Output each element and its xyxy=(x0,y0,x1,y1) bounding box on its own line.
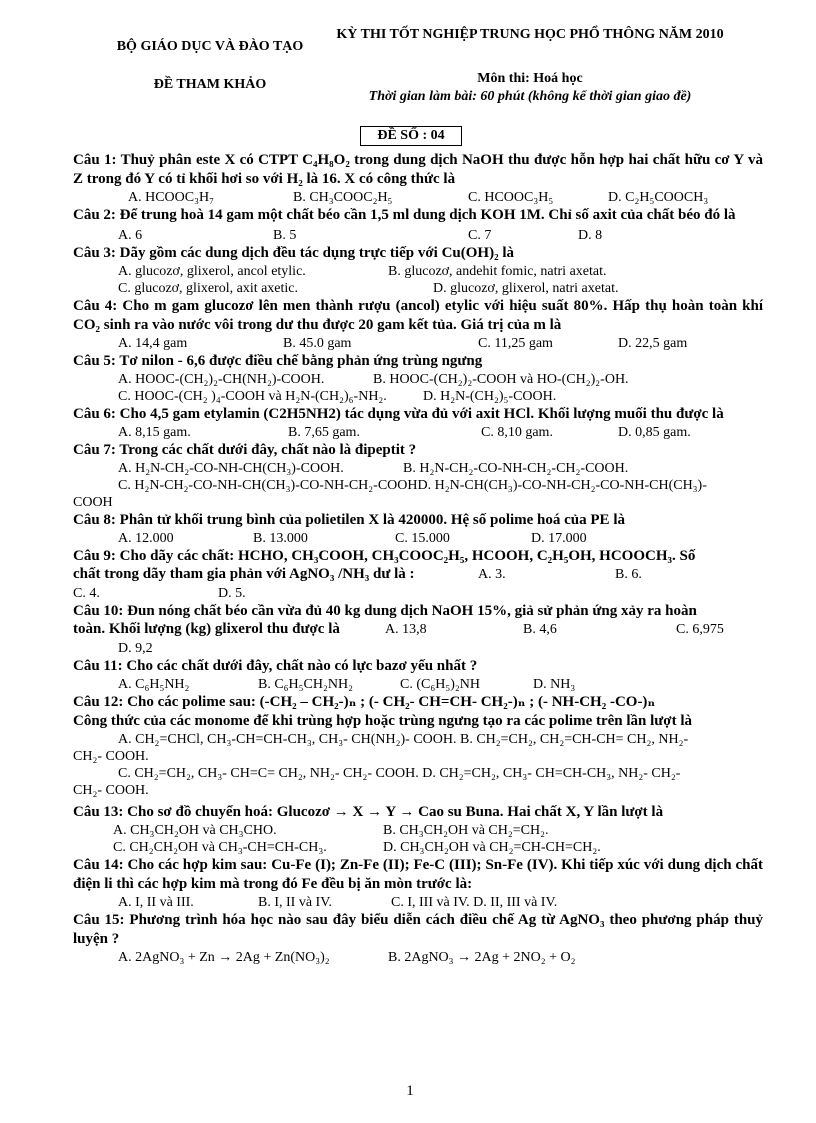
question-text: Câu 3: Dãy gồm các dung dịch đều tác dụng trực tiếp với Cu(OH)₂ là xyxy=(73,245,514,261)
question-text-cont: toàn. Khối lượng (kg) glixerol thu được là xyxy=(73,621,340,637)
question-10 xyxy=(73,602,763,657)
question-2 xyxy=(73,206,763,244)
option-d: D. NH₃ xyxy=(533,677,576,692)
option-a: A. HOOC-(CH₂)₂-CH(NH₂)-COOH. xyxy=(118,372,325,387)
option-a: A. 12.000 xyxy=(118,531,174,546)
option-c: C. 7 xyxy=(468,228,492,243)
duration-line: Thời gian làm bài: 60 phút (không kể thời gian giao đề) xyxy=(368,89,692,104)
question-8 xyxy=(73,511,763,547)
option-d: D. CH₃CH₂OH và CH₂=CH-CH=CH₂. xyxy=(383,840,601,855)
option-a: A. glucozơ, glixerol, ancol etylic. xyxy=(118,264,306,279)
option-a: A. 6 xyxy=(118,228,143,243)
option-d: D. glucozơ, glixerol, natri axetat. xyxy=(433,281,619,296)
question-text: Câu 15: Phương trình hóa học nào sau đây biểu diễn cách điều chế Ag từ AgNO₃ theo phương pháp thuỷ luyện ? xyxy=(73,912,763,947)
question-text: Câu 9: Cho dãy các chất: HCHO, CH₃COOH, CH₃COOC₂H₅, HCOOH, C₂H₅OH, HCOOCH₃. Số xyxy=(73,548,696,564)
option-c-d-line: C. H₂N-CH₂-CO-NH-CH(CH₃)-CO-NH-CH₂-COOHD. H₂N-CH(CH₃)-CO-NH-CH₂-CO-NH-CH(CH₃)- xyxy=(118,478,707,493)
page-number: 1 xyxy=(406,1083,414,1099)
option-d: D. 8 xyxy=(578,228,603,243)
option-b: B. CH₃CH₂OH và CH₂=CH₂. xyxy=(383,823,549,838)
option-d: D. C₂H₅COOCH₃ xyxy=(608,190,709,205)
option-b: B. 4,6 xyxy=(523,622,557,637)
option-b: B. H₂N-CH₂-CO-NH-CH₂-CH₂-COOH. xyxy=(403,461,629,476)
subject-line: Môn thi: Hoá học xyxy=(477,71,583,86)
option-b: B. C₆H₅CH₂NH₂ xyxy=(258,677,353,692)
option-c: C. 4. xyxy=(73,586,100,601)
question-text: Câu 5: Tơ nilon - 6,6 được điều chế bằng phản ứng trùng ngưng xyxy=(73,353,483,369)
question-list xyxy=(73,151,763,966)
question-text: Câu 1: Thuỷ phân este X có CTPT C₄H₈O₂ trong dung dịch NaOH thu được hỗn hợp hai chất hữu cơ Y và Z trong đó Y có tỉ khối hơi so với H₂ là 16. X có công thức là xyxy=(73,152,763,187)
option-a: A. I, II và III. xyxy=(118,895,194,910)
option-b: B. glucozơ, andehit fomic, natri axetat. xyxy=(388,264,607,279)
option-b: B. 45.0 gam xyxy=(283,336,352,351)
option-a: A. C₆H₅NH₂ xyxy=(118,677,190,692)
question-11 xyxy=(73,657,763,693)
question-text: Câu 2: Để trung hoà 14 gam một chất béo cần 1,5 ml dung dịch KOH 1M. Chỉ số axit của chất béo đó là xyxy=(73,207,736,223)
option-b: B. HOOC-(CH₂)₂-COOH và HO-(CH₂)₂-OH. xyxy=(373,372,629,387)
option-b: B. 13.000 xyxy=(253,531,308,546)
option-c-d-line: C. CH₂=CH₂, CH₃- CH=C= CH₂, NH₂- CH₂- COOH. D. CH₂=CH₂, CH₃- CH=CH-CH₃, NH₂- CH₂- xyxy=(118,766,681,781)
question-text: Câu 7: Trong các chất dưới đây, chất nào là đipeptit ? xyxy=(73,442,417,458)
question-3 xyxy=(73,244,763,297)
exam-title: KỲ THI TỐT NGHIỆP TRUNG HỌC PHỔ THÔNG NĂM 2010 xyxy=(336,27,724,42)
option-b: B. 7,65 gam. xyxy=(288,425,360,440)
option-c: C. 11,25 gam xyxy=(478,336,553,351)
option-b: B. 5 xyxy=(273,228,297,243)
question-text: Câu 14: Cho các hợp kim sau: Cu-Fe (I); Zn-Fe (II); Fe-C (III); Sn-Fe (IV). Khi tiếp xúc với dung dịch chất điện li thì các hợp kim mà trong đó Fe đều bị ăn mòn trước là: xyxy=(73,857,763,892)
option-c: C. HCOOC₃H₅ xyxy=(468,190,554,205)
option-a: A. 13,8 xyxy=(385,622,427,637)
question-text: Câu 6: Cho 4,5 gam etylamin (C2H5NH2) tác dụng vừa đủ với axit HCl. Khối lượng muối thu được là xyxy=(73,406,724,422)
question-text: Câu 11: Cho các chất dưới đây, chất nào có lực bazơ yếu nhất ? xyxy=(73,658,478,674)
option-b: B. CH₃COOC₂H₅ xyxy=(293,190,393,205)
option-c: C. CH₂CH₂OH và CH₃-CH=CH-CH₃. xyxy=(113,840,327,855)
option-a: A. CH₃CH₂OH và CH₃CHO. xyxy=(113,823,277,838)
reference-label: ĐỀ THAM KHẢO xyxy=(153,77,267,92)
option-c-d: C. I, III và IV. D. II, III và IV. xyxy=(391,895,558,910)
option-b: B. 2AgNO₃ → 2Ag + 2NO₂ + O₂ xyxy=(388,950,576,965)
question-4 xyxy=(73,297,763,352)
question-7 xyxy=(73,441,763,511)
option-a: A. 14,4 gam xyxy=(118,336,188,351)
question-9 xyxy=(73,547,763,602)
question-12 xyxy=(73,693,763,799)
option-d: D. 5. xyxy=(218,586,246,601)
option-d: D. H₂N-(CH₂)₅-COOH. xyxy=(423,389,557,404)
question-text-cont: Công thức của các monome để khi trùng hợp hoặc trùng ngưng tạo ra các polime trên lần lượt là xyxy=(73,713,693,729)
option-a-b-line: A. CH₂=CHCl, CH₃-CH=CH-CH₃, CH₃- CH(NH₂)- COOH. B. CH₂=CH₂, CH₂=CH-CH= CH₂, NH₂- xyxy=(118,732,689,747)
question-text-cont: chất trong dãy tham gia phản với AgNO₃ /NH₃ dư là : xyxy=(73,566,415,582)
option-d-continuation: CH₂- COOH. xyxy=(73,783,149,798)
question-13 xyxy=(73,803,763,856)
question-text: Câu 8: Phân tử khối trung bình của polietilen X là 420000. Hệ số polime hoá của PE là xyxy=(73,512,625,528)
option-b-continuation: CH₂- COOH. xyxy=(73,749,149,764)
option-c: C. 8,10 gam. xyxy=(481,425,553,440)
exam-code-box: ĐỀ SỐ : 04 xyxy=(360,126,462,146)
option-c: C. (C₆H₅)₂NH xyxy=(400,677,480,692)
option-a: A. HCOOC₃H₇ xyxy=(128,190,214,205)
question-text: Câu 13: Cho sơ đồ chuyển hoá: Glucozơ → X → Y → Cao su Buna. Hai chất X, Y lần lượt là xyxy=(73,804,664,820)
question-5 xyxy=(73,352,763,405)
option-d: D. 0,85 gam. xyxy=(618,425,691,440)
option-a: A. 2AgNO₃ + Zn → 2Ag + Zn(NO₃)₂ xyxy=(118,950,330,965)
option-a: A. H₂N-CH₂-CO-NH-CH(CH₃)-COOH. xyxy=(118,461,344,476)
option-c: C. 6,975 xyxy=(676,622,724,637)
option-d: D. 9,2 xyxy=(118,641,153,656)
option-d: D. 17.000 xyxy=(531,531,587,546)
option-c: C. 15.000 xyxy=(395,531,450,546)
question-14 xyxy=(73,856,763,911)
ministry-name: BỘ GIÁO DỤC VÀ ĐÀO TẠO xyxy=(116,39,304,54)
option-c: C. glucozơ, glixerol, axit axetic. xyxy=(118,281,299,296)
option-b: B. 6. xyxy=(615,567,642,582)
option-c: C. HOOC-(CH₂ )₄-COOH và H₂N-(CH₂)₆-NH₂. xyxy=(118,389,387,404)
option-a: A. 8,15 gam. xyxy=(118,425,191,440)
question-text: Câu 10: Đun nóng chất béo cần vừa đủ 40 kg dung dịch NaOH 15%, giả sử phản ứng xảy ra hoàn xyxy=(73,603,697,619)
option-b: B. I, II và IV. xyxy=(258,895,333,910)
question-6 xyxy=(73,405,763,441)
question-15 xyxy=(73,911,763,966)
option-d-continuation: COOH xyxy=(73,495,113,510)
question-text: Câu 4: Cho m gam glucozơ lên men thành rượu (ancol) etylic với hiệu suất 80%. Hấp thụ hoàn toàn khí CO₂ sinh ra vào nước vôi trong dư thu được 20 gam kết tủa. Giá trị của m là xyxy=(73,298,763,333)
option-d: D. 22,5 gam xyxy=(618,336,688,351)
option-a: A. 3. xyxy=(478,567,506,582)
question-1 xyxy=(73,151,763,206)
question-text: Câu 12: Cho các polime sau: (-CH₂ – CH₂-)ₙ ; (- CH₂- CH=CH- CH₂-)ₙ ; (- NH-CH₂ -CO-)ₙ xyxy=(73,694,656,710)
